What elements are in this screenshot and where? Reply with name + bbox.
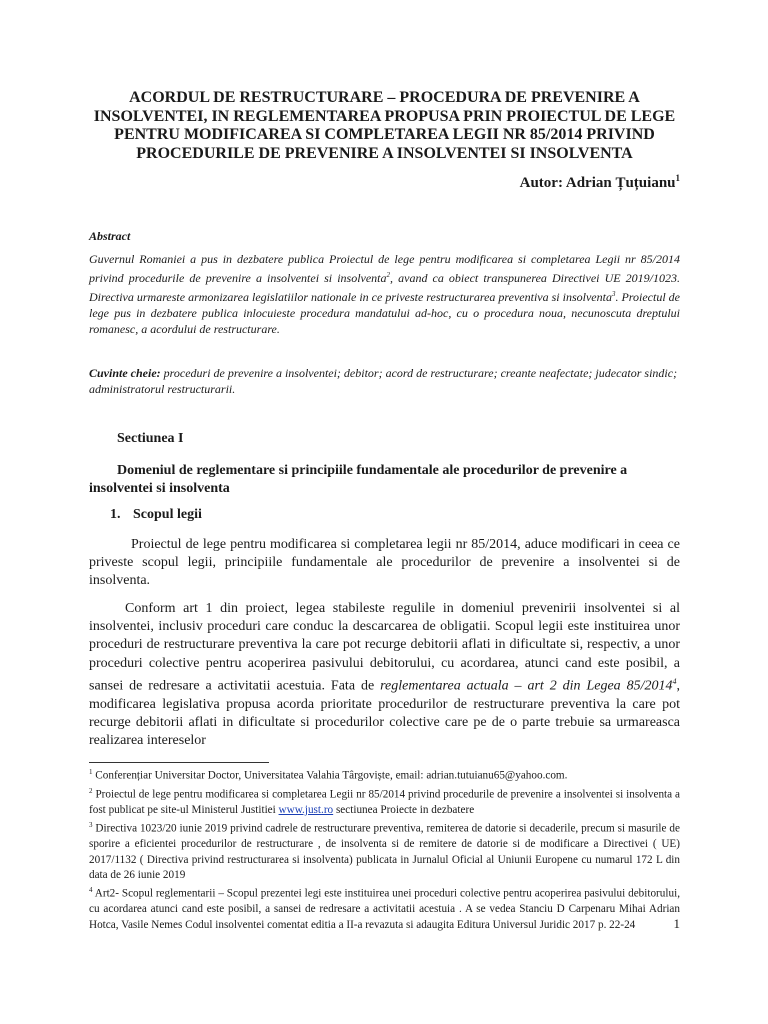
footnote-2-text-after: sectiunea Proiecte in dezbatere xyxy=(333,804,475,817)
author-line xyxy=(520,173,680,192)
footnote-2-text-before: Proiectul de lege pentru modificarea si completarea Legii nr 85/2014 privind procedurile de prevenire a insolventei si insolventa a fost publicat pe site-ul Ministerul Justitiei xyxy=(89,788,681,817)
footnote-ref-1[interactable]: 1 xyxy=(675,173,680,183)
footnote-4-number: 4 xyxy=(89,886,93,895)
subheading xyxy=(110,507,202,523)
footnote-1-text: Conferențiar Universitar Doctor, Universitatea Valahia Târgoviște, email: adrian.tutuianu65@yahoo.com. xyxy=(95,769,568,782)
footnote-3 xyxy=(89,818,680,883)
footnote-3-text: Directiva 1023/20 iunie 2019 privind cadrele de restructurare preventiva, remiterea de datorie si decaderile, precum si masurile de sporire a eficientei procedurilor de restructurare , de insolventa si de remitere de datorie si de modificare a Directivei ( UE) 2017/1132 ( Directiva privind restructurarea si insolventa) publicata in Jurnalul Oficial al Uniunii Europene cu numarul 172 L din data de 26 iunie 2019 xyxy=(89,823,680,881)
footnote-ref-4[interactable]: 4 xyxy=(672,676,677,686)
footnote-3-number: 3 xyxy=(89,821,93,830)
footnote-ref-2[interactable]: 2 xyxy=(386,271,391,279)
body-paragraph-1: Proiectul de lege pentru modificarea si completarea legii nr 85/2014, aduce modificari in ceea ce priveste scopul legii, principiile fundamentale ale procedurilor de prevenire a insolventei si de insolventa. xyxy=(89,537,680,589)
abstract-part-1: Guvernul Romaniei a pus in dezbatere publica Proiectul de lege pentru modificarea si completarea Legii nr 85/2014 privind procedurile de prevenire a insolventei si insolventa xyxy=(89,252,680,285)
body-paragraph-2-a: Conform art 1 din proiect, legea stabileste regulile in domeniul prevenirii insolventei si al insolventei, inclusiv proceduri care conduc la descarcarea de obligatii. Scopul legii este instituirea unor proceduri de restructurare preventiva la care pot recurge debitorii aflati in dificultate si, respectiv, a unor proceduri colective pentru acoperirea pasivului debitorului, cu acordarea, atunci cand este posibil, a sansei de redresare a activitatii acestuia. Fata de xyxy=(89,601,680,694)
just-ro-link[interactable]: www.just.ro xyxy=(278,804,334,817)
abstract-part-3: . Proiectul de lege pus in dezbatere publica inlocuieste procedura mandatului ad-hoc, cu o procedura noua, necunoscuta dreptului romanesc, a acordului de restructurare. xyxy=(89,290,680,336)
body-paragraph-2-b: , modificarea legislativa propusa acorda prioritate procedurilor de restructurare preventiva la care pot recurge debitorii aflati in dificultate si procedurilor colective care pe de o parte trebuie sa urmareasca realizarea intereselor xyxy=(89,678,680,749)
page-number: 1 xyxy=(673,916,680,931)
section-subtitle: Domeniul de reglementare si principiile fundamentale ale procedurilor de prevenire a insolventei si insolventa xyxy=(89,463,628,496)
abstract-text xyxy=(89,251,680,337)
subheading-number: 1. xyxy=(110,507,121,522)
footnote-separator xyxy=(89,762,269,763)
paper-title: ACORDUL DE RESTRUCTURARE – PROCEDURA DE PREVENIRE A INSOLVENTEI, IN REGLEMENTAREA PROPUSA PRIN PROIECTUL DE LEGE PENTRU MODIFICAREA SI COMPLETAREA LEGII NR 85/2014 PRIVIND PROCEDURILE DE PREVENIRE A INSOLVENTEI SI INSOLVENTA xyxy=(93,89,676,162)
keywords-label: Cuvinte cheie: xyxy=(89,366,161,380)
footnote-2-number: 2 xyxy=(89,787,93,796)
footnote-2 xyxy=(89,784,680,818)
body-paragraph-2 xyxy=(89,600,680,750)
footnotes xyxy=(89,765,680,933)
footnote-1 xyxy=(89,765,680,784)
footnote-ref-3[interactable]: 3 xyxy=(611,290,616,298)
footnote-1-number: 1 xyxy=(89,768,93,776)
subheading-text: Scopul legii xyxy=(133,507,202,522)
abstract-heading: Abstract xyxy=(89,229,131,243)
keywords xyxy=(89,365,680,397)
section-title: Sectiunea I xyxy=(117,431,184,446)
author-name: Autor: Adrian Țuțuianu xyxy=(519,175,676,191)
keywords-text: proceduri de prevenire a insolventei; debitor; acord de restructurare; creante neafectate; judecator sindic; administratorul restructurarii. xyxy=(89,366,678,396)
body-paragraph-2-italic: reglementarea actuala – art 2 din Legea 85/2014 xyxy=(380,678,673,694)
footnote-4 xyxy=(89,883,680,933)
footnote-4-text: Art2- Scopul reglementarii – Scopul prezentei legi este instituirea unei proceduri colective pentru acoperirea pasivului debitorului, cu acordarea atunci cand este posibil, a sansei de redresare a activitatii acestuia . A se vedea Stanciu D Carpenaru Mihai Adrian Hotca, Vasile Nemes Codul insolventei comentat editia a II-a revazuta si adaugita Editura Universul Juridic 2017 p. 22-24 xyxy=(89,888,680,931)
document-page xyxy=(89,0,680,1024)
abstract-part-2: , avand ca obiect transpunerea Directivei UE 2019/1023. Directiva urmareste armonizarea legislatiilor nationale in ce priveste restructurarea preventiva si insolventa xyxy=(89,271,681,304)
